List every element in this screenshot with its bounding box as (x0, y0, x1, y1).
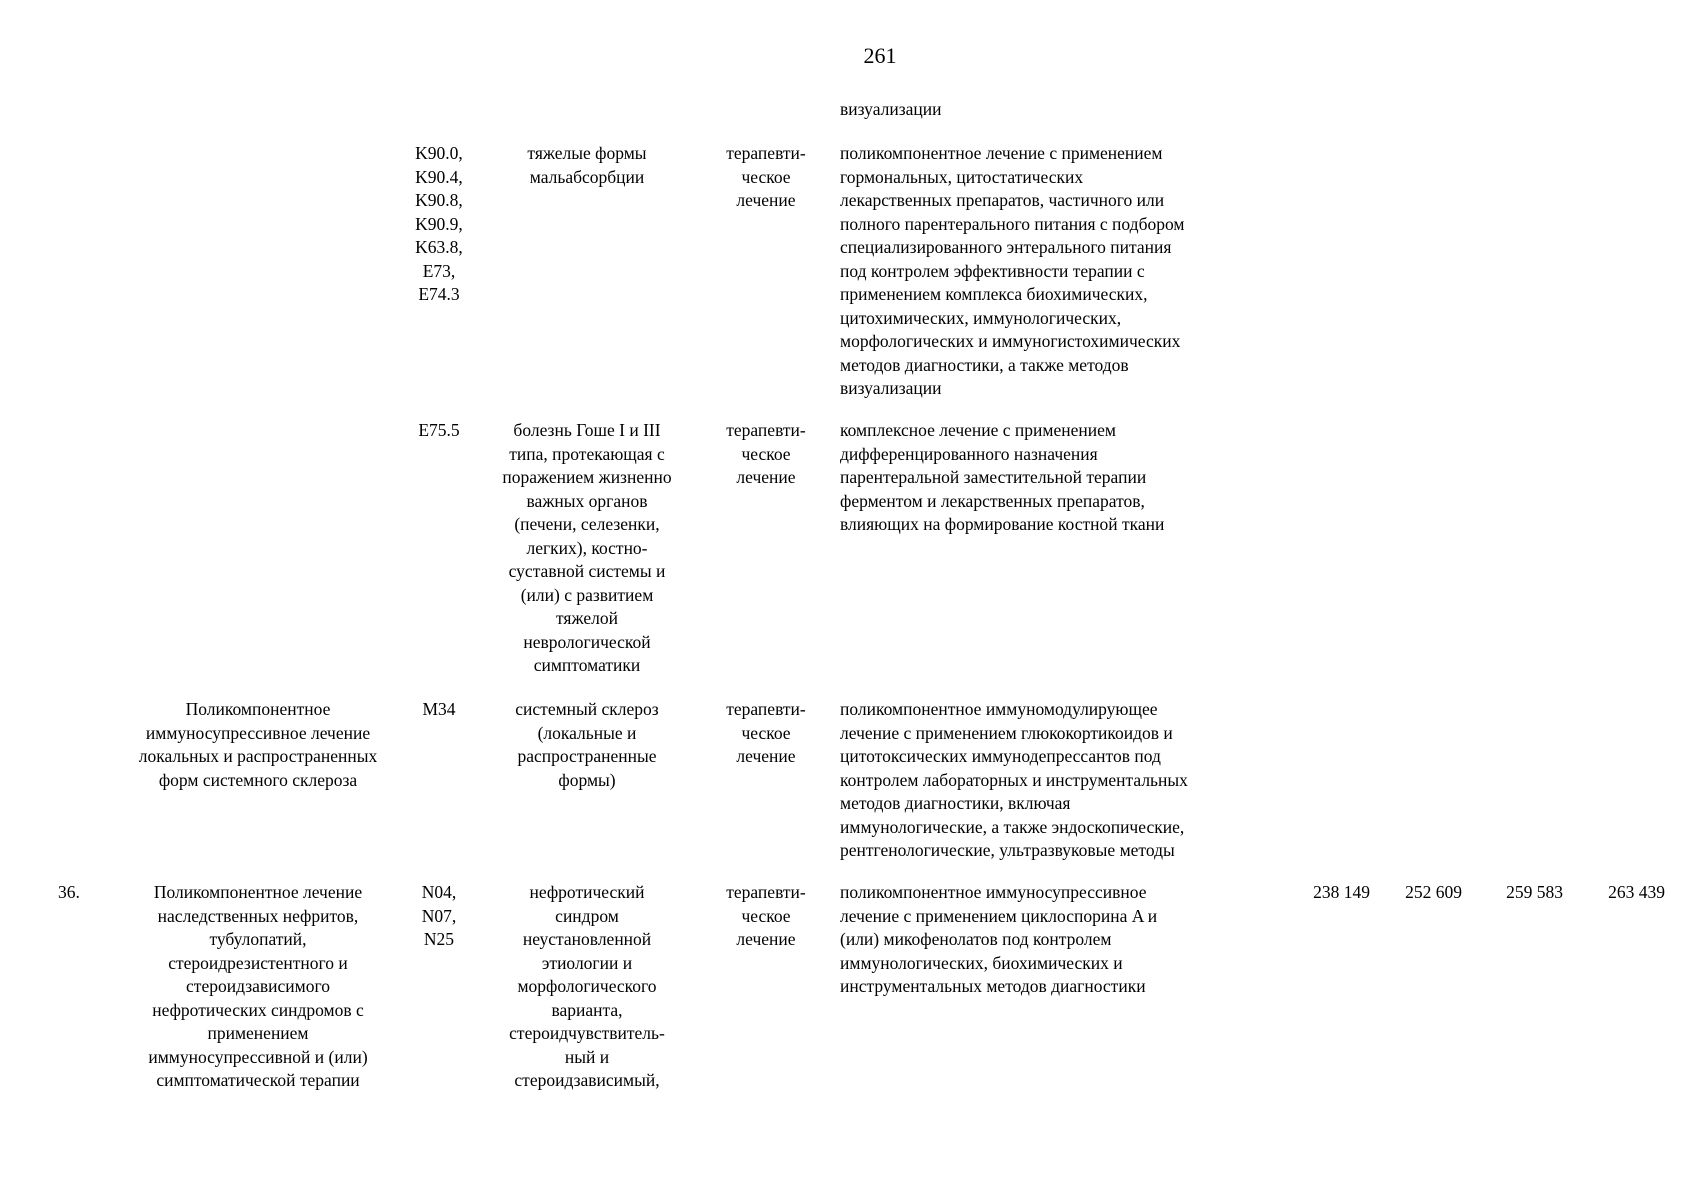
model-line: системный склероз (515, 699, 659, 719)
method-line: поликомпонентное иммуносупрессивное (840, 882, 1147, 902)
name-line: наследственных нефритов, (157, 905, 359, 926)
name-line: стероидзависимого (186, 976, 330, 996)
code-line: N04, (421, 882, 457, 902)
code-line: M34 (422, 699, 456, 719)
row3-model (482, 698, 692, 792)
row1-method (840, 142, 1260, 401)
model-line: тяжелые формы (527, 143, 647, 163)
model-line: морфологического (517, 976, 657, 996)
model-line: распространенные (517, 746, 657, 766)
model-line: неустановленной (522, 929, 652, 949)
name-line: локальных и распространенных (138, 746, 378, 766)
row3-method (840, 698, 1260, 863)
method-line: лекарственных препаратов, частичного или (840, 190, 1165, 210)
model-line: тяжелой (556, 608, 618, 628)
price-2: 252 609 (1405, 882, 1462, 902)
method-line: инструментальных методов диагностики (840, 976, 1146, 996)
type-line: ческое (741, 905, 791, 926)
code-line: K90.4, (415, 166, 463, 187)
method-continuation: визуализации (840, 99, 942, 119)
model-line: ный и (564, 1046, 610, 1067)
row3-name (108, 698, 408, 792)
type-line: терапевти- (726, 699, 806, 719)
model-line: формы) (558, 769, 616, 790)
name-line: тубулопатий, (209, 929, 307, 949)
method-line: влияющих на формирование костной ткани (840, 514, 1165, 534)
row1-model (482, 142, 692, 189)
name-line: форм системного склероза (158, 769, 358, 790)
row4-model (482, 881, 692, 1093)
type-line: ческое (741, 722, 791, 743)
method-line: гормональных, цитостатических (840, 166, 1084, 187)
method-line: полного парентерального питания с подбором (840, 213, 1185, 234)
type-line: ческое (741, 166, 791, 187)
method-line: лечение с применением глюкокортикоидов и (840, 722, 1173, 743)
model-line: (локальные и (537, 722, 637, 743)
model-line: болезнь Гоше I и III (513, 420, 661, 440)
name-line: иммуносупрессивной и (или) (148, 1046, 368, 1067)
method-line: (или) микофенолатов под контролем (840, 929, 1112, 949)
name-line: симптоматической терапии (156, 1070, 360, 1090)
method-line: методов диагностики, а также методов (840, 354, 1129, 375)
model-line: неврологической (523, 631, 651, 652)
code-line: E74.3 (418, 284, 460, 304)
method-line: иммунологические, а также эндоскопические, (840, 816, 1185, 837)
type-line: лечение (736, 190, 796, 210)
model-line: типа, протекающая с (509, 443, 665, 464)
price-3: 259 583 (1506, 882, 1563, 902)
row3-type (706, 698, 826, 769)
row2-codes (405, 419, 473, 443)
code-line: N25 (423, 929, 455, 949)
row2-method (840, 419, 1260, 537)
code-line: K90.9, (415, 213, 463, 234)
name-line: Поликомпонентное (185, 699, 331, 719)
method-line: цитотоксических иммунодепрессантов под (840, 746, 1161, 766)
row2-model (482, 419, 692, 678)
price-4: 263 439 (1608, 882, 1665, 902)
model-line: стероидзависимый, (514, 1070, 660, 1090)
method-line: методов диагностики, включая (840, 793, 1071, 813)
model-line: легких), костно- (526, 537, 648, 558)
method-line: лечение с применением циклоспорина A и (840, 905, 1158, 926)
row1-type (706, 142, 826, 213)
type-line: терапевти- (726, 143, 806, 163)
model-line: мальабсорбции (529, 166, 645, 187)
model-line: синдром (555, 905, 619, 926)
method-line: дифференцированного назначения (840, 443, 1098, 464)
model-line: суставной системы и (508, 561, 666, 581)
code-line: K90.0, (415, 143, 463, 163)
method-line: поликомпонентное иммуномодулирующее (840, 699, 1158, 719)
method-line: иммунологических, биохимических и (840, 952, 1123, 973)
method-line: парентеральной заместительной терапии (840, 467, 1147, 487)
type-line: терапевти- (726, 882, 806, 902)
type-line: ческое (741, 443, 791, 464)
name-line: применением (207, 1023, 309, 1043)
model-line: варианта, (551, 999, 623, 1020)
code-line: E73, (422, 260, 456, 281)
method-line: контролем лабораторных и инструментальных (840, 769, 1188, 790)
page-number: 261 (863, 43, 897, 68)
row1-codes (405, 142, 473, 307)
model-line: поражением жизненно (502, 467, 672, 487)
name-line: Поликомпонентное лечение (153, 882, 363, 902)
row4-type (706, 881, 826, 952)
model-line: стероидчувствитель- (509, 1023, 665, 1043)
model-line: нефротический (529, 882, 645, 902)
model-line: (печени, селезенки, (514, 514, 660, 534)
row2-type (706, 419, 826, 490)
row4-method (840, 881, 1260, 999)
code-line: K90.8, (415, 190, 463, 210)
method-line: комплексное лечение с применением (840, 420, 1116, 440)
model-line: важных органов (526, 490, 648, 511)
type-line: лечение (736, 467, 796, 487)
code-line: K63.8, (415, 237, 463, 257)
code-line: N07, (421, 905, 457, 926)
method-line: рентгенологические, ультразвуковые методы (840, 840, 1175, 860)
price-1: 238 149 (1313, 882, 1370, 902)
row-number: 36. (58, 882, 80, 902)
code-line: E75.5 (418, 420, 460, 440)
type-line: лечение (736, 746, 796, 766)
model-line: (или) с развитием (520, 584, 654, 605)
method-line: под контролем эффективности терапии с (840, 260, 1145, 281)
name-line: нефротических синдромов с (152, 999, 364, 1020)
method-line: цитохимических, иммунологических, (840, 307, 1122, 328)
method-line: специализированного энтерального питания (840, 237, 1172, 257)
name-line: стероидрезистентного и (168, 952, 348, 973)
method-line: поликомпонентное лечение с применением (840, 143, 1163, 163)
model-line: этиологии и (541, 952, 633, 973)
row4-codes (405, 881, 473, 952)
method-line: визуализации (840, 378, 942, 398)
name-line: иммуносупрессивное лечение (145, 722, 371, 743)
method-line: ферментом и лекарственных препаратов, (840, 490, 1145, 511)
row4-name (108, 881, 408, 1093)
method-line: применением комплекса биохимических, (840, 284, 1148, 304)
row3-codes (405, 698, 473, 722)
model-line: симптоматики (533, 655, 641, 675)
method-line: морфологических и иммуногистохимических (840, 331, 1181, 351)
type-line: терапевти- (726, 420, 806, 440)
type-line: лечение (736, 929, 796, 949)
